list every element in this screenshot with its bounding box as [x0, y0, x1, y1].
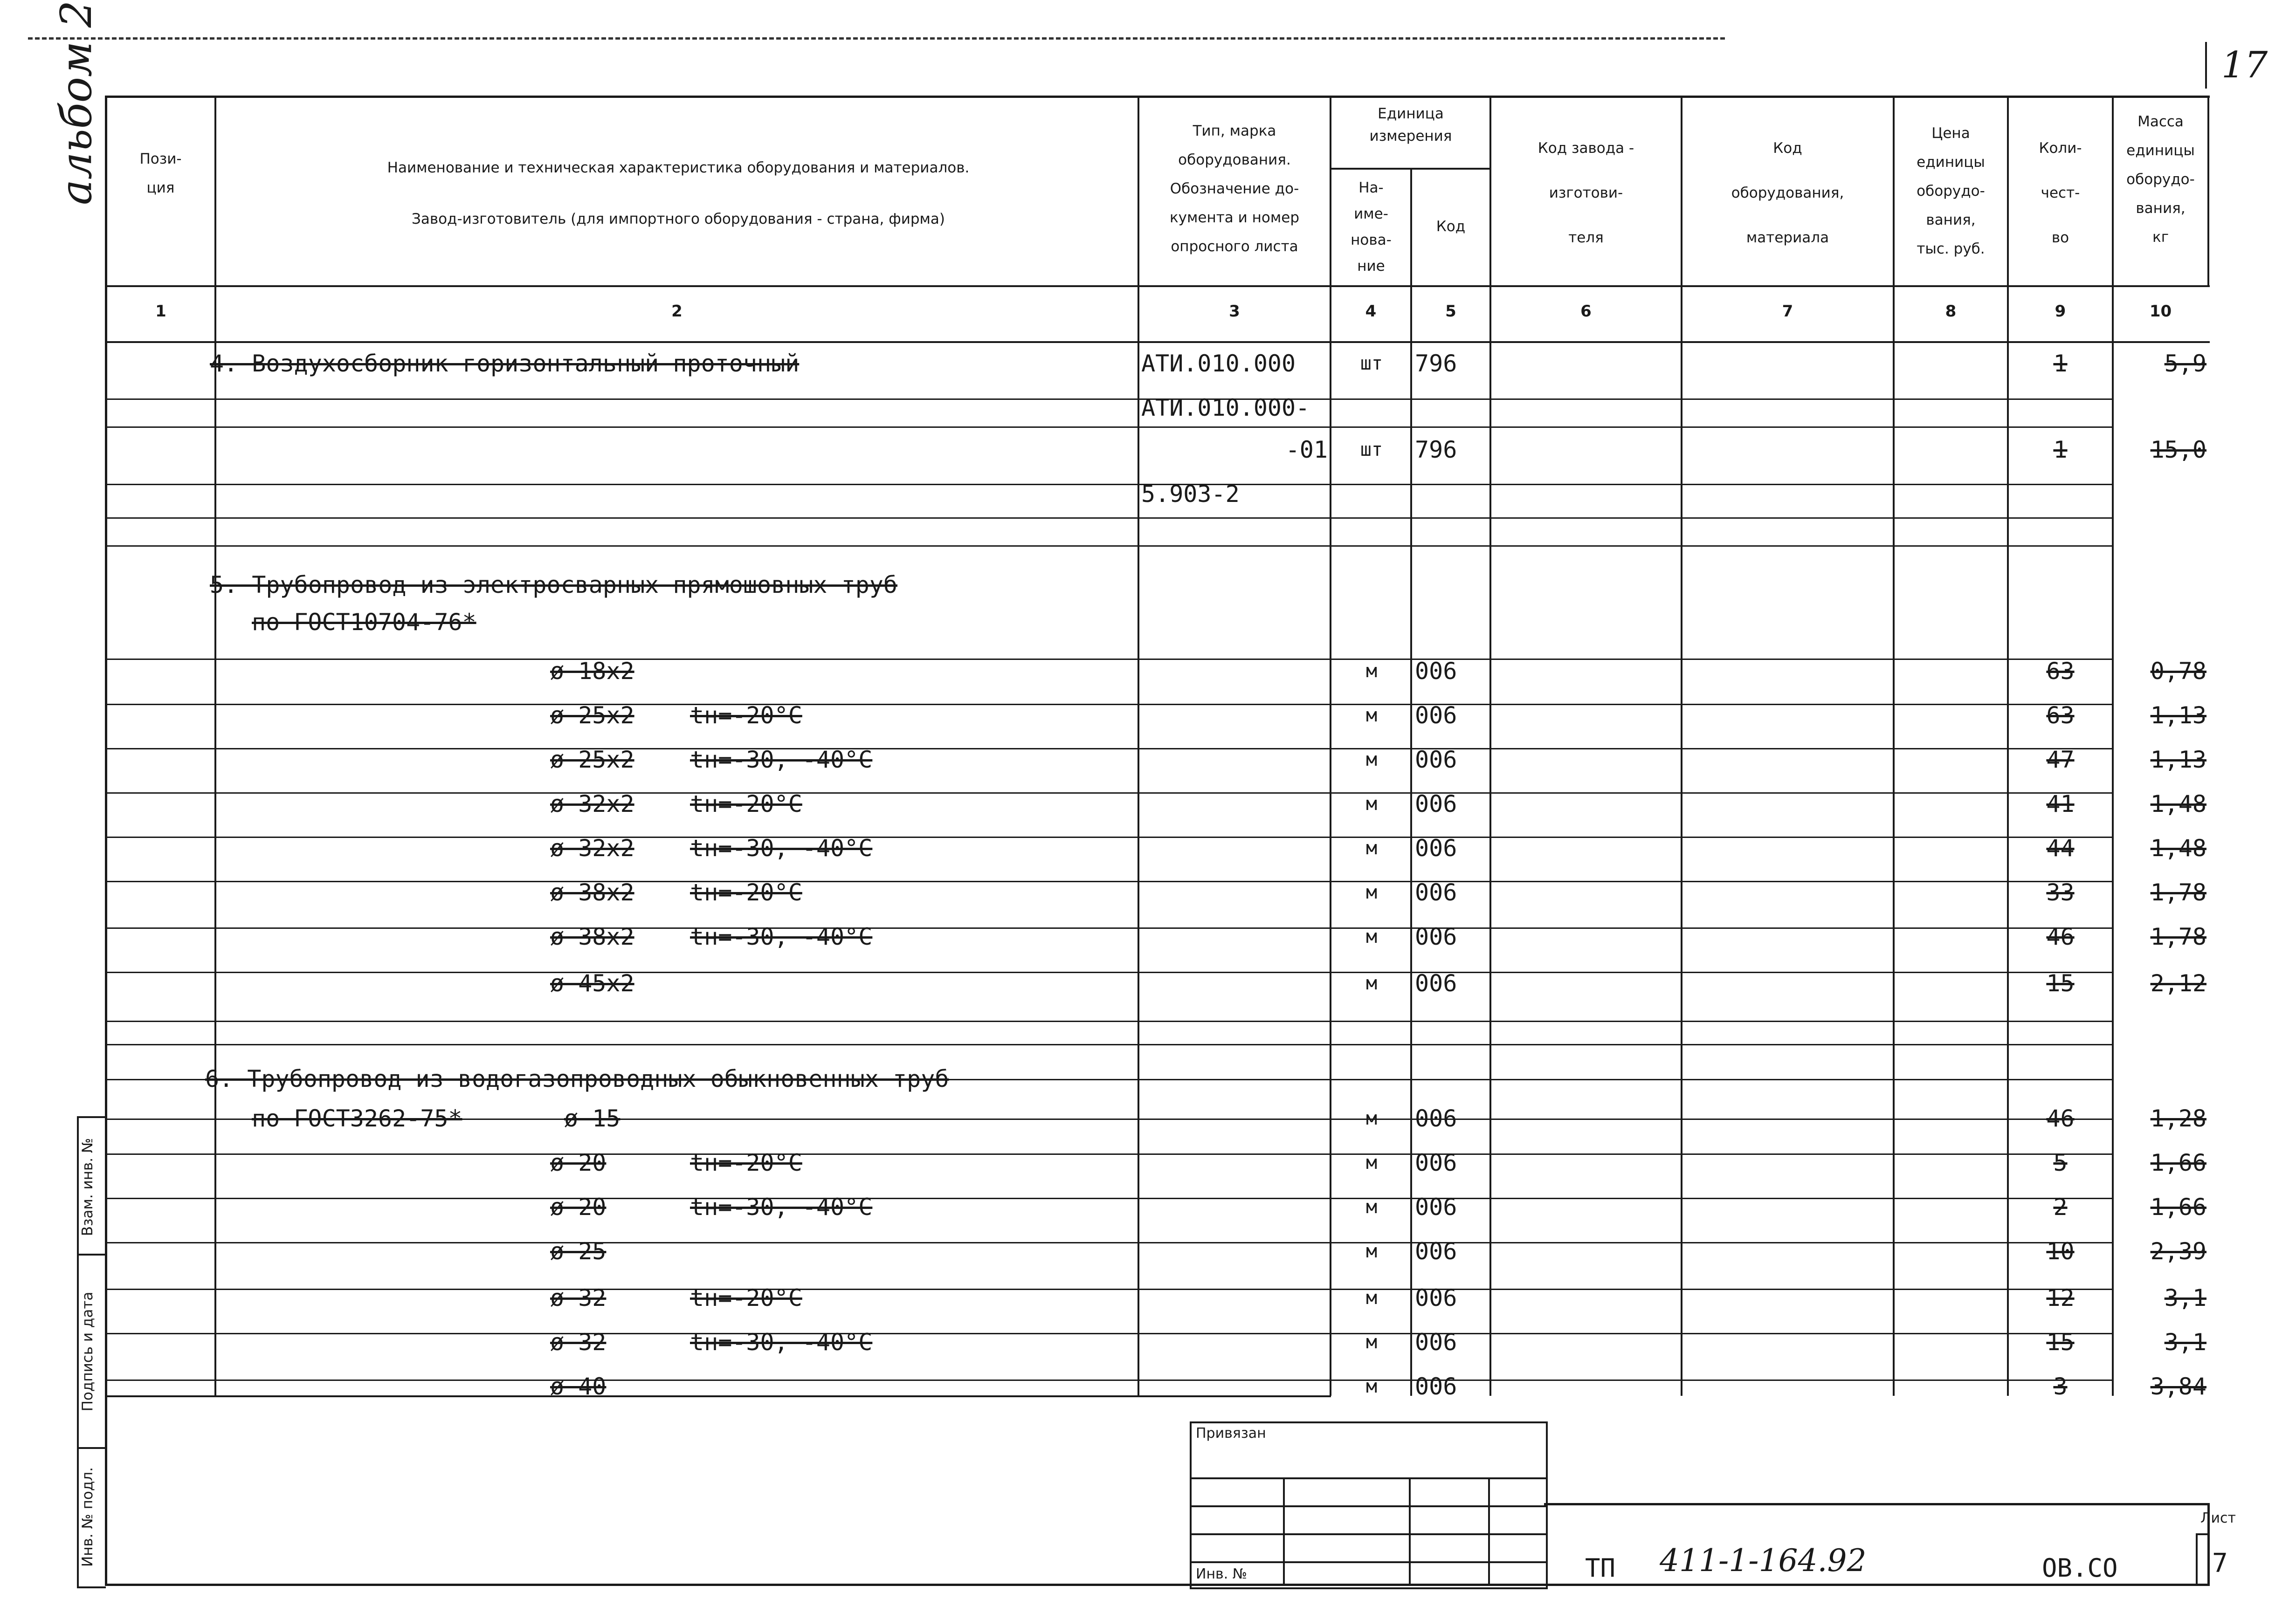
row-temp: tн=-20°C	[690, 1284, 802, 1311]
side-stamp-3: Инв. № подл.	[79, 1467, 96, 1567]
row-qty: 3	[2053, 1373, 2068, 1400]
page-mark-bar	[2205, 42, 2207, 89]
row-unit: м	[1365, 837, 1378, 859]
side-handwriting: альбом 2	[51, 0, 101, 205]
row-separator	[107, 1044, 2112, 1045]
row-qty: 44	[2046, 835, 2075, 862]
row-unit: м	[1365, 1376, 1378, 1397]
row-separator	[107, 1198, 2112, 1199]
row-dia: ø 20	[550, 1149, 607, 1176]
col-num-3: 3	[1229, 302, 1240, 321]
row-separator	[107, 1333, 2112, 1334]
row-dia: ø 38x2	[550, 879, 634, 906]
row-separator	[107, 426, 2112, 428]
row-type: АТИ.010.000	[1141, 350, 1296, 377]
row-separator	[107, 748, 2112, 749]
side-stamp-1: Взам. инв. №	[79, 1138, 96, 1236]
row-code: 006	[1415, 1373, 1457, 1400]
row-dia: ø 25x2	[550, 746, 634, 773]
row-unit: м	[1365, 882, 1378, 903]
inv-label: Инв. №	[1196, 1566, 1248, 1582]
row-code: 006	[1415, 790, 1457, 817]
row-code: 006	[1415, 658, 1457, 685]
col-num-4: 4	[1365, 302, 1377, 321]
row-mass: 2,12	[2150, 970, 2206, 997]
row-dia: ø 25	[550, 1238, 607, 1265]
row-mass: 1,78	[2150, 879, 2206, 906]
row-qty: 33	[2046, 879, 2075, 906]
row-temp: tн=-30, -40°C	[690, 835, 873, 862]
row-mass: 1,66	[2150, 1149, 2206, 1176]
row-code: 006	[1415, 835, 1457, 862]
row-mass: 5,9	[2164, 350, 2206, 377]
sheet-code: ОВ.СО	[2042, 1553, 2118, 1583]
row-temp: tн=-20°C	[690, 790, 802, 817]
row-code: 796	[1415, 436, 1457, 463]
page-mark: 17	[2221, 44, 2268, 86]
row-separator	[107, 1380, 2112, 1381]
row-separator	[107, 659, 2112, 660]
row-mass: 1,48	[2150, 835, 2206, 862]
col-num-5: 5	[1445, 302, 1456, 321]
col-num-1: 1	[155, 302, 166, 321]
row-unit: м	[1365, 660, 1378, 682]
row-dia: ø 32	[550, 1329, 607, 1356]
header-price: Цена единицы оборудо- вания, тыс. руб.	[1917, 125, 1985, 257]
row-qty: 15	[2046, 970, 2075, 997]
row-name: по ГОСТ10704-76*	[252, 609, 476, 636]
row-temp: tн=-20°C	[690, 702, 802, 729]
row-mass: 1,13	[2150, 746, 2206, 773]
row-qty: 10	[2046, 1238, 2075, 1265]
row-dia: ø 15	[564, 1105, 621, 1132]
row-qty: 46	[2046, 1105, 2075, 1132]
row-mass: 15,0	[2150, 436, 2206, 463]
row-separator	[107, 1242, 2112, 1243]
row-mass: 3,1	[2164, 1284, 2206, 1311]
row-mass: 1,66	[2150, 1194, 2206, 1221]
row-mass: 1,13	[2150, 702, 2206, 729]
attached-label: Привязан	[1196, 1425, 1266, 1441]
row-unit: м	[1365, 1241, 1378, 1262]
row-code: 006	[1415, 702, 1457, 729]
header-position: Пози- ция	[139, 151, 182, 196]
row-separator	[107, 517, 2112, 519]
row-separator	[107, 398, 2112, 400]
sheet-number: 7	[2212, 1548, 2228, 1579]
row-name: 4. Воздухосборник горизонтальный проточный	[210, 350, 800, 377]
row-temp: tн=-20°C	[690, 879, 802, 906]
row-qty: 1	[2053, 436, 2068, 463]
row-temp: tн=-30, -40°C	[690, 1329, 873, 1356]
header-unit-code: Код	[1436, 218, 1466, 235]
row-temp: tн=-20°C	[690, 1149, 802, 1176]
row-type: 5.903-2	[1141, 480, 1240, 508]
col-num-6: 6	[1580, 302, 1592, 321]
row-dia: ø 32	[550, 1284, 607, 1311]
sheet-label: Лист	[2200, 1510, 2236, 1526]
row-unit: м	[1365, 1152, 1378, 1174]
row-temp: tн=-30, -40°C	[690, 746, 873, 773]
col-num-8: 8	[1945, 302, 1957, 321]
row-separator	[107, 927, 2112, 929]
row-dia: ø 20	[550, 1194, 607, 1221]
row-qty: 1	[2053, 350, 2068, 377]
row-code: 006	[1415, 1194, 1457, 1221]
row-code: 006	[1415, 879, 1457, 906]
row-dia: ø 40	[550, 1373, 607, 1400]
row-separator	[107, 837, 2112, 838]
row-separator	[107, 704, 2112, 705]
row-qty: 63	[2046, 658, 2075, 685]
header-type: Тип, марка оборудования. Обозначение до- кумента и номер опросного листа	[1169, 123, 1300, 255]
row-unit: м	[1365, 749, 1378, 770]
row-unit: м	[1365, 1196, 1378, 1218]
row-code: 006	[1415, 1284, 1457, 1311]
row-separator	[107, 484, 2112, 485]
row-code: 006	[1415, 1149, 1457, 1176]
row-qty: 63	[2046, 702, 2075, 729]
row-unit: м	[1365, 973, 1378, 994]
row-unit: м	[1365, 1332, 1378, 1353]
row-qty: 12	[2046, 1284, 2075, 1311]
row-qty: 46	[2046, 923, 2075, 950]
row-separator	[107, 1289, 2112, 1290]
row-dia: ø 38x2	[550, 923, 634, 950]
row-separator	[107, 1021, 2112, 1022]
col-num-9: 9	[2055, 302, 2066, 321]
side-stamp-2: Подпись и дата	[79, 1291, 96, 1412]
top-rule	[28, 37, 1725, 40]
row-code: 796	[1415, 350, 1457, 377]
row-type: -01	[1285, 436, 1328, 463]
col-num-2: 2	[671, 302, 683, 321]
row-dia: ø 25x2	[550, 702, 634, 729]
row-qty: 47	[2046, 746, 2075, 773]
tp-label: ТП	[1585, 1553, 1616, 1583]
col-num-7: 7	[1782, 302, 1793, 321]
row-code: 006	[1415, 923, 1457, 950]
header-maker-code: Код завода - изготови- теля	[1538, 140, 1634, 246]
row-code: 006	[1415, 970, 1457, 997]
row-mass: 2,39	[2150, 1238, 2206, 1265]
row-mass: 3,1	[2164, 1329, 2206, 1356]
row-separator	[107, 545, 2112, 547]
row-type: АТИ.010.000-	[1141, 394, 1310, 421]
row-name: по ГОСТ3262-75*	[252, 1105, 462, 1132]
row-mass: 0,78	[2150, 658, 2206, 685]
row-unit: м	[1365, 926, 1378, 947]
row-dia: ø 32x2	[550, 835, 634, 862]
row-unit: шт	[1360, 353, 1383, 374]
row-dia: ø 18x2	[550, 658, 634, 685]
row-code: 006	[1415, 746, 1457, 773]
row-mass: 1,28	[2150, 1105, 2206, 1132]
header-unit: Единица измерения	[1369, 105, 1452, 144]
row-mass: 1,48	[2150, 790, 2206, 817]
row-temp: tн=-30, -40°C	[690, 923, 873, 950]
row-separator	[107, 1153, 2112, 1155]
row-separator	[107, 972, 2112, 973]
header-name: Наименование и техническая характеристика оборудования и материалов. Завод-изготовитель (для импортного оборудования - страна, фирма)	[387, 159, 970, 227]
row-name: 6. Трубопровод из водогазопроводных обыкновенных труб	[205, 1065, 949, 1092]
row-mass: 1,78	[2150, 923, 2206, 950]
row-temp: tн=-30, -40°C	[690, 1194, 873, 1221]
row-qty: 41	[2046, 790, 2075, 817]
row-unit: м	[1365, 1287, 1378, 1309]
header-unit-name: На- име- нова- ние	[1351, 179, 1392, 275]
header-mass: Масса единицы оборудо- вания, кг	[2126, 113, 2195, 246]
row-dia: ø 45x2	[550, 970, 634, 997]
row-qty: 15	[2046, 1329, 2075, 1356]
header-equip-code: Код оборудования, материала	[1731, 140, 1844, 246]
col-num-10: 10	[2149, 302, 2172, 321]
header-qty: Коли- чест- во	[2039, 140, 2082, 246]
doc-code: 411-1-164.92	[1660, 1543, 1867, 1579]
row-separator	[107, 881, 2112, 882]
row-qty: 2	[2053, 1194, 2068, 1221]
row-unit: м	[1365, 793, 1378, 815]
row-code: 006	[1415, 1105, 1457, 1132]
row-code: 006	[1415, 1329, 1457, 1356]
row-unit: м	[1365, 1108, 1378, 1129]
row-unit: м	[1365, 705, 1378, 726]
row-separator	[107, 792, 2112, 794]
row-mass: 3,84	[2150, 1373, 2206, 1400]
row-unit: шт	[1360, 439, 1383, 460]
row-dia: ø 32x2	[550, 790, 634, 817]
row-code: 006	[1415, 1238, 1457, 1265]
row-qty: 5	[2053, 1149, 2068, 1176]
row-name: 5. Трубопровод из электросварных прямошовных труб	[210, 571, 898, 598]
